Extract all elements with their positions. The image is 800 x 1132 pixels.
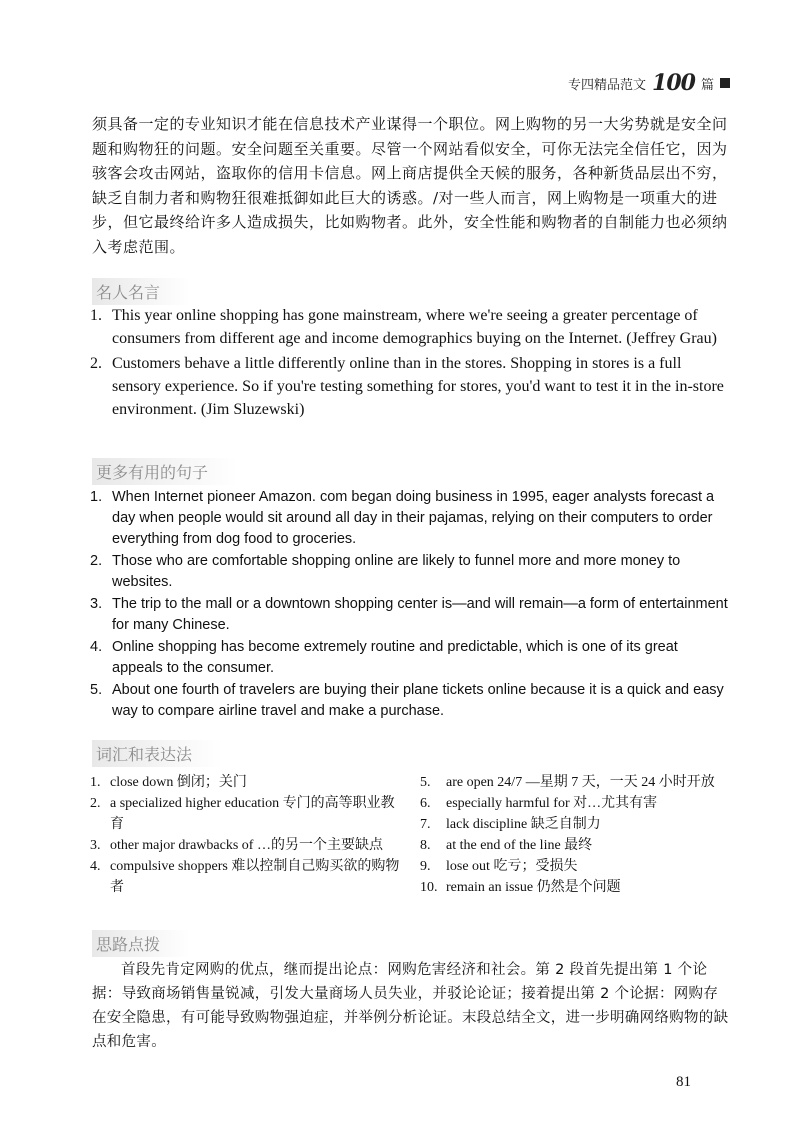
item-number: 5. bbox=[420, 775, 431, 790]
item-number: 4. bbox=[90, 859, 101, 874]
item-text: About one fourth of travelers are buying their plane tickets online because it is a quick and easy way to compare airline travel and make a purchase. bbox=[112, 682, 724, 719]
item-text: other major drawbacks of …的另一个主要缺点 bbox=[110, 838, 383, 853]
item-number: 8. bbox=[420, 838, 431, 853]
vocab-left-column bbox=[90, 772, 408, 898]
item-number: 4. bbox=[90, 639, 103, 655]
item-number: 2. bbox=[90, 553, 103, 569]
list-item bbox=[420, 856, 740, 877]
item-text: a specialized higher education 专门的高等职业教育 bbox=[110, 796, 395, 832]
item-number: 1. bbox=[90, 307, 102, 324]
item-text: lack discipline 缺乏自制力 bbox=[446, 817, 601, 832]
item-text: compulsive shoppers 难以控制自己购买欲的购物者 bbox=[110, 859, 400, 895]
list-item bbox=[420, 772, 740, 793]
item-text: The trip to the mall or a downtown shopping center is—and will remain—a form of entertainment for many Chinese. bbox=[112, 596, 728, 633]
list-item bbox=[90, 637, 730, 679]
item-number: 6. bbox=[420, 796, 431, 811]
sentences-list bbox=[90, 487, 730, 723]
item-text: When Internet pioneer Amazon. com began doing business in 1995, eager analysts forecast a day when people would sit around all day in their pajamas, relying on their computers to order everything from dog food to groceries. bbox=[112, 489, 715, 547]
item-text: Customers behave a little differently online than in the stores. Shopping in stores is a full sensory experience. So if you're testing something for stores, you'd want to test it in the in-store environment. (Jim Sluzewski) bbox=[112, 355, 724, 418]
list-item bbox=[90, 680, 730, 722]
analysis-paragraph: 首段先肯定网购的优点，继而提出论点：网购危害经济和社会。第 2 段首先提出第 1 个论据：导致商场销售量锐减，引发大量商场人员失业，并驳论论证；接着提出第 2 个论据：网购存在安全隐患，有可能导致购物强迫症，并举例分析论证。末段总结全文，进一步明确网络购物的缺点和危害。 bbox=[92, 962, 729, 1050]
item-text: are open 24/7 —星期 7 天，一天 24 小时开放 bbox=[446, 775, 715, 790]
item-number: 1. bbox=[90, 489, 103, 505]
list-item bbox=[420, 877, 740, 898]
list-item bbox=[420, 835, 740, 856]
section-title-analysis: 思路点拨 bbox=[92, 930, 190, 957]
list-item bbox=[90, 352, 730, 421]
section-title-sentences: 更多有用的句子 bbox=[92, 458, 238, 485]
vocab-right-column bbox=[420, 772, 740, 898]
item-text: Online shopping has become extremely routine and predictable, which is one of its great appeals to the consumer. bbox=[112, 639, 678, 676]
list-item bbox=[90, 487, 730, 550]
square-icon bbox=[720, 78, 730, 88]
item-text: close down 倒闭；关门 bbox=[110, 775, 247, 790]
list-item bbox=[90, 594, 730, 636]
running-header bbox=[568, 70, 730, 96]
item-number: 2. bbox=[90, 796, 101, 811]
item-text: lose out 吃亏；受损失 bbox=[446, 859, 578, 874]
section-title-vocab: 词汇和表达法 bbox=[92, 740, 222, 767]
header-number: 100 bbox=[652, 70, 695, 96]
list-item bbox=[90, 304, 730, 350]
intro-paragraph: 须具备一定的专业知识才能在信息技术产业谋得一个职位。网上购物的另一大劣势就是安全问题和购物狂的问题。安全问题至关重要。尽管一个网站看似安全，可你无法完全信任它，因为骇客会攻击网站，盗取你的信用卡信息。网上商店提供全天候的服务，各种新货品层出不穷，缺乏自制力者和购物狂很难抵御如此巨大的诱惑。/对一些人而言，网上购物是一项重大的进步，但它最终给许多人造成损失，比如购物者。此外，安全性能和购物者的自制能力也必须纳入考虑范围。 bbox=[92, 115, 728, 256]
list-item bbox=[90, 551, 730, 593]
item-text: at the end of the line 最终 bbox=[446, 838, 593, 853]
vocab-block bbox=[90, 772, 740, 898]
page-number: 81 bbox=[676, 1074, 691, 1090]
item-number: 3. bbox=[90, 838, 101, 853]
list-item bbox=[90, 793, 408, 835]
item-number: 1. bbox=[90, 775, 101, 790]
list-item bbox=[420, 793, 740, 814]
list-item bbox=[90, 856, 408, 898]
item-number: 5. bbox=[90, 682, 103, 698]
item-text: Those who are comfortable shopping online are likely to funnel more and more money to websites. bbox=[112, 553, 681, 590]
item-number: 9. bbox=[420, 859, 431, 874]
item-text: This year online shopping has gone mainstream, where we're seeing a greater percentage of consumers from different age and income demographics buying on the Internet. (Jeffrey Grau) bbox=[112, 307, 717, 347]
list-item bbox=[90, 835, 408, 856]
quotes-list bbox=[90, 304, 730, 423]
header-title: 专四精品范文 bbox=[568, 77, 647, 93]
item-number: 7. bbox=[420, 817, 431, 832]
list-item bbox=[420, 814, 740, 835]
section-title-quotes: 名人名言 bbox=[92, 278, 190, 305]
list-item bbox=[90, 772, 408, 793]
item-number: 2. bbox=[90, 355, 102, 372]
item-number: 3. bbox=[90, 596, 103, 612]
header-suffix: 篇 bbox=[700, 77, 714, 93]
item-number: 10. bbox=[420, 880, 438, 895]
item-text: especially harmful for 对…尤其有害 bbox=[446, 796, 658, 811]
item-text: remain an issue 仍然是个问题 bbox=[446, 880, 621, 895]
